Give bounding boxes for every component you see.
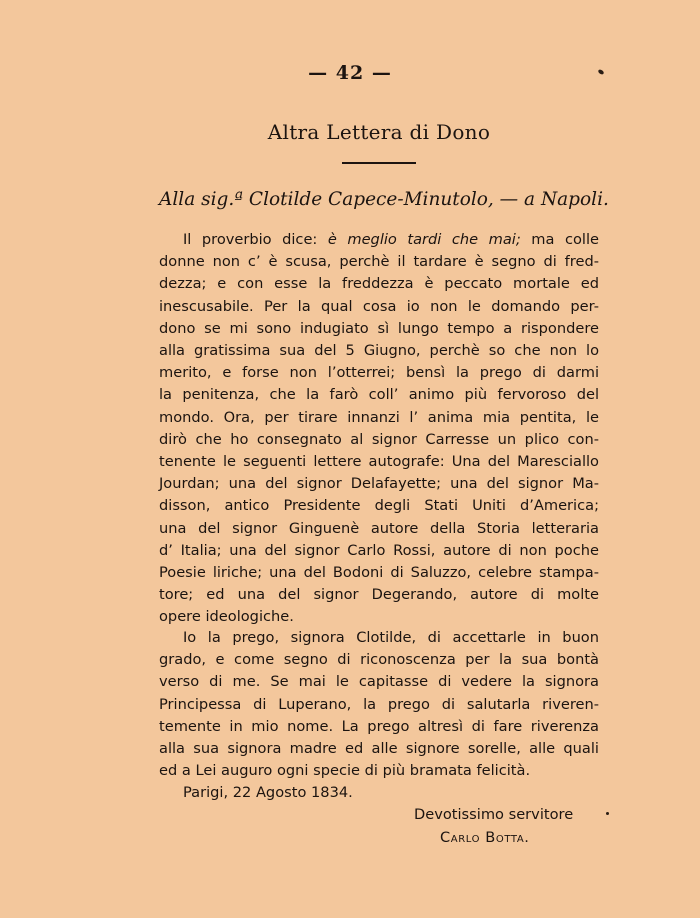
text-line: grado, e come segno di riconoscenza per la sua bontà — [159, 651, 599, 669]
text-line: la penitenza, che la farò coll’ animo più fervoroso del — [159, 386, 599, 404]
closing-formula: Devotissimo servitore — [414, 806, 574, 823]
text-line: Poesie liriche; una del Bodoni di Saluzzo, celebre stampa- — [159, 564, 599, 582]
text-line: alla gratissima sua del 5 Giugno, perchè so che non lo — [159, 342, 599, 360]
text-line: dirò che ho consegnato al signor Carresse un plico con- — [159, 430, 599, 448]
text-line: donne non c’ è scusa, perchè il tardare è segno di fred- — [159, 253, 599, 271]
line-intro: Il proverbio dice: — [183, 231, 318, 248]
text-line: verso di me. Se mai le capitasse di vedere la signora — [159, 673, 599, 691]
paragraph-2 — [159, 627, 599, 782]
text-line: dono se mi sono indugiato sì lungo tempo a rispondere — [159, 319, 599, 337]
text-line: dezza; e con esse la freddezza è peccato mortale ed — [159, 275, 599, 293]
text-line: Principessa di Luperano, la prego di salutarla riveren- — [159, 695, 599, 713]
paragraph-1 — [159, 229, 599, 629]
text-line: alla sua signora madre ed alle signore sorelle, alle quali — [159, 740, 599, 758]
text-line: Io la prego, signora Clotilde, di accettarle in buon — [183, 629, 599, 646]
signature: Carlo Botta. — [440, 829, 530, 846]
line-rest: ma colle — [531, 231, 599, 248]
text-line: merito, e forse non l’otterrei; bensì la prego di darmi — [159, 364, 599, 382]
ink-speck — [606, 812, 609, 815]
text-line: tore; ed una del signor Degerando, autore di molte — [159, 586, 599, 604]
place-date: Parigi, 22 Agosto 1834. — [183, 784, 353, 801]
text-line: Jourdan; una del signor Delafayette; una del signor Ma- — [159, 475, 599, 493]
text-line: ed a Lei auguro ogni specie di più bramata felicità. — [159, 762, 531, 780]
letter-address: Alla sig.ª Clotilde Capece-Minutolo, — a Napoli. — [159, 189, 609, 210]
text-line: inescusabile. Per la qual cosa io non le domando per- — [159, 297, 599, 315]
text-line: mondo. Ora, per tirare innanzi l’ anima mia pentita, le — [159, 408, 599, 426]
proverb-quote: è meglio tardi che mai; — [327, 231, 521, 248]
page-number: — 42 — — [308, 62, 392, 84]
text-line: opere ideologiche. — [159, 608, 294, 626]
letter-title: Altra Lettera di Dono — [267, 120, 491, 144]
text-line — [159, 229, 599, 251]
text-line: tenente le seguenti lettere autografe: Una del Maresciallo — [159, 453, 599, 471]
text-line: d’ Italia; una del signor Carlo Rossi, autore di non poche — [159, 541, 599, 559]
text-line: una del signor Ginguenè autore della Storia letteraria — [159, 519, 599, 537]
text-line: disson, antico Presidente degli Stati Uniti d’America; — [159, 497, 599, 515]
text-line: temente in mio nome. La prego altresì di fare riverenza — [159, 717, 599, 735]
title-divider — [342, 162, 416, 164]
